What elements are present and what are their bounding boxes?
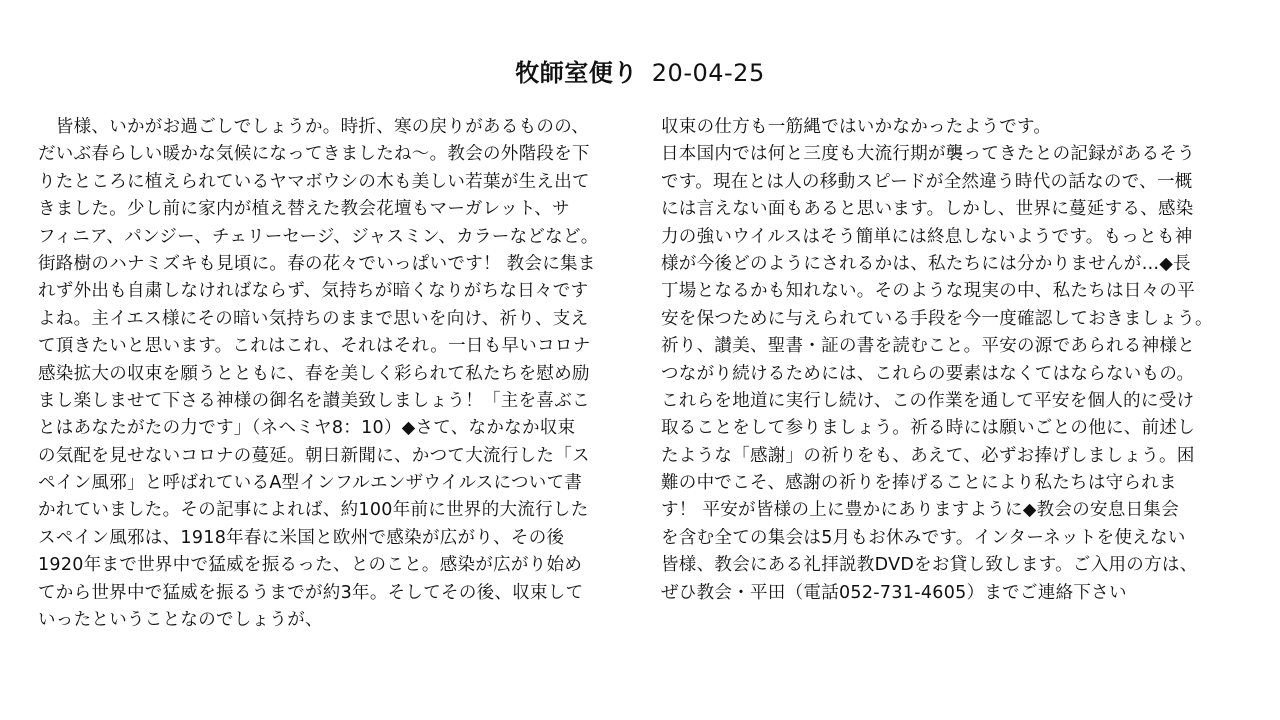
title-date: 20-04-25 — [651, 59, 765, 87]
text-line: 1920年まで世界中で猛威を振るった、とのこと。感染が広がり始め — [38, 555, 583, 576]
text-line: 日本国内では何と三度も大流行期が襲ってきたとの記録があるそう — [661, 144, 1195, 165]
text-line: りたところに植えられているヤマボウシの木も美しい若葉が生え出て — [38, 171, 590, 192]
text-line: とはあなたがたの力です」（ネヘミヤ8：10）◆さて、なかなか収束 — [38, 418, 576, 439]
text-line: 力の強いウイルスはそう簡単には終息しないようです。もっとも神 — [661, 226, 1193, 247]
text-line: 様が今後どのようにされるかは、私たちには分かりませんが…◆長 — [661, 253, 1191, 274]
text-line: 安を保つために与えられている手段を今一度確認しておきましょう。 — [661, 308, 1213, 329]
text-line: 祈り、讃美、聖書・証の書を読むこと。平安の源であられる神様と — [661, 336, 1195, 357]
text-line: いったということなのでしょうが、 — [38, 610, 323, 631]
text-line: かれていました。その記事によれば、約100年前に世界的大流行した — [38, 500, 589, 521]
text-line: の気配を見せないコロナの蔓延。朝日新聞に、かつて大流行した「ス — [38, 445, 590, 466]
text-line: 取ることをして参りましょう。祈る時には願いごとの他に、前述し — [661, 418, 1195, 439]
right-column — [661, 114, 1241, 607]
text-line: 皆様、いかがお過ごしでしょうか。時折、寒の戻りがあるものの、 — [38, 117, 590, 137]
text-line: フィニア、パンジー、チェリーセージ、ジャスミン、カラーなどなど。 — [38, 226, 599, 247]
text-line: 収束の仕方も一筋縄ではいかなかったようです。 — [661, 117, 1052, 137]
text-line: 皆様、教会にある礼拝説教DVDをお貸し致します。ご入用の方は、 — [661, 555, 1198, 576]
left-column — [38, 114, 638, 634]
text-line: ぜひ教会・平田（電話052-731-4605）までご連絡下さい — [661, 582, 1127, 603]
text-line: です。現在とは人の移動スピードが全然違う時代の話なので、一概 — [661, 171, 1193, 192]
text-line: を含む全ての集会は5月もお休みです。インターネットを使えない — [661, 527, 1186, 548]
text-line: よね。主イエス様にその暗い気持ちのままで思いを向け、祈り、支え — [38, 308, 589, 329]
text-line: には言えない面もあると思います。しかし、世界に蔓延する、感染 — [661, 199, 1194, 220]
text-line: れず外出も自粛しなければならず、気持ちが暗くなりがちな日々です — [38, 281, 589, 302]
text-line: スペイン風邪は、1918年春に米国と欧州で感染が広がり、その後 — [38, 527, 565, 548]
page-title — [0, 56, 1280, 90]
text-line: だいぶ春らしい暖かな気候になってきましたね～。教会の外階段を下 — [38, 144, 590, 165]
text-line: ペイン風邪」と呼ばれているA型インフルエンザウイルスについて書 — [38, 473, 583, 494]
title-text: 牧師室便り — [515, 59, 638, 87]
text-line: す！ 平安が皆様の上に豊かにありますように◆教会の安息日集会 — [661, 500, 1180, 521]
text-line: て頂きたいと思います。これはこれ、それはそれ。一日も早いコロナ — [38, 336, 591, 357]
text-line: 丁場となるかも知れない。そのような現実の中、私たちは日々の平 — [661, 281, 1195, 302]
text-line: てから世界中で猛威を振るうまでが約3年。そしてその後、収束して — [38, 582, 584, 603]
text-line: 街路樹のハナミズキも見頃に。春の花々でいっぱいです！ 教会に集ま — [38, 253, 596, 274]
text-line: きました。少し前に家内が植え替えた教会花壇もマーガレット、サ — [38, 199, 570, 220]
text-line: これらを地道に実行し続け、この作業を通して平安を個人的に受け — [661, 390, 1195, 411]
text-line: たような「感謝」の祈りをも、あえて、必ずお捧げしましょう。困 — [661, 445, 1195, 466]
text-line: つながり続けるためには、これらの要素はなくてはならないもの。 — [661, 363, 1195, 384]
text-line: 難の中でこそ、感謝の祈りを捧げることにより私たちは守られま — [661, 473, 1177, 494]
text-line: 感染拡大の収束を願うとともに、春を美しく彩られて私たちを慰め励 — [38, 363, 590, 384]
text-line: まし楽しませて下さる神様の御名を讃美致しましょう！「主を喜ぶこ — [38, 390, 590, 411]
